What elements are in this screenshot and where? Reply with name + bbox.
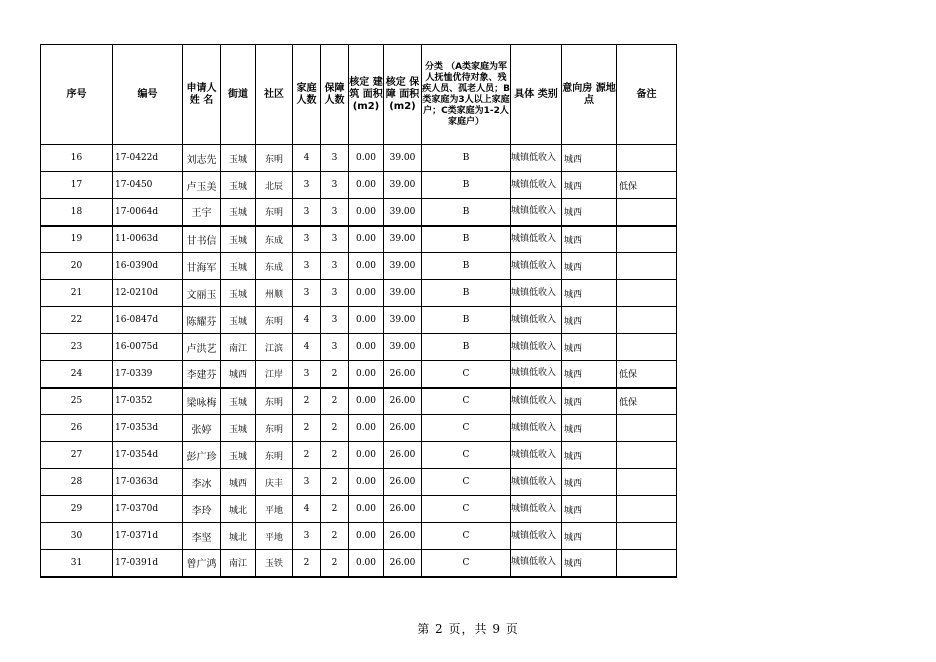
cell-remark: 低保 xyxy=(617,388,677,415)
cell-name: 甘海军 xyxy=(183,253,221,280)
header-community: 社区 xyxy=(256,45,293,145)
cell-community: 东明 xyxy=(256,199,293,226)
cell-guarantee-area: 26.00 xyxy=(384,496,422,523)
cell-community: 东明 xyxy=(256,307,293,334)
cell-street: 玉城 xyxy=(221,199,256,226)
cell-guarantee-area: 39.00 xyxy=(384,307,422,334)
cell-family-count: 4 xyxy=(293,307,321,334)
cell-name: 曾广鸿 xyxy=(183,550,221,577)
cell-seq: 23 xyxy=(41,334,113,361)
cell-family-count: 3 xyxy=(293,253,321,280)
cell-guarantee-count: 2 xyxy=(321,469,349,496)
cell-location: 城西 xyxy=(562,442,617,469)
cell-seq: 24 xyxy=(41,361,113,388)
cell-guarantee-area: 39.00 xyxy=(384,334,422,361)
cell-street: 玉城 xyxy=(221,145,256,172)
cell-building-area: 0.00 xyxy=(349,415,384,442)
cell-community: 东成 xyxy=(256,253,293,280)
cell-guarantee-count: 2 xyxy=(321,550,349,577)
table-row xyxy=(41,469,677,496)
cell-name: 梁咏梅 xyxy=(183,388,221,415)
cell-name: 甘书信 xyxy=(183,226,221,253)
header-applicant: 申请人 姓 名 xyxy=(183,45,221,145)
cell-type: 城镇低收入 xyxy=(511,253,562,280)
cell-family-count: 3 xyxy=(293,199,321,226)
header-street: 街道 xyxy=(221,45,256,145)
cell-guarantee-count: 3 xyxy=(321,199,349,226)
cell-family-count: 4 xyxy=(293,145,321,172)
cell-seq: 17 xyxy=(41,172,113,199)
cell-remark xyxy=(617,226,677,253)
cell-location: 城西 xyxy=(562,415,617,442)
cell-guarantee-count: 2 xyxy=(321,496,349,523)
cell-category: B xyxy=(422,226,511,253)
cell-community: 平地 xyxy=(256,523,293,550)
header-family-count: 家庭 人数 xyxy=(293,45,321,145)
cell-street: 玉城 xyxy=(221,253,256,280)
cell-guarantee-area: 39.00 xyxy=(384,199,422,226)
header-category: 分类 （A类家庭为军人抚恤优待对象、残疾人员、孤老人员；B类家庭为3人以上家庭户；C类家庭为1-2人家庭户） xyxy=(422,45,511,145)
cell-location: 城西 xyxy=(562,226,617,253)
cell-code: 12-0210d xyxy=(113,280,183,307)
cell-code: 17-0352 xyxy=(113,388,183,415)
table-row xyxy=(41,253,677,280)
cell-community: 东明 xyxy=(256,145,293,172)
cell-seq: 26 xyxy=(41,415,113,442)
cell-category: C xyxy=(422,469,511,496)
cell-community: 东明 xyxy=(256,442,293,469)
cell-location: 城西 xyxy=(562,280,617,307)
cell-guarantee-count: 2 xyxy=(321,388,349,415)
cell-code: 17-0354d xyxy=(113,442,183,469)
cell-family-count: 2 xyxy=(293,415,321,442)
cell-community: 东明 xyxy=(256,388,293,415)
cell-community: 北辰 xyxy=(256,172,293,199)
cell-code: 17-0339 xyxy=(113,361,183,388)
cell-guarantee-count: 2 xyxy=(321,442,349,469)
header-seq: 序号 xyxy=(41,45,113,145)
cell-code: 17-0391d xyxy=(113,550,183,577)
cell-type: 城镇低收入 xyxy=(511,334,562,361)
table-row xyxy=(41,280,677,307)
cell-street: 南江 xyxy=(221,550,256,577)
cell-name: 李建芬 xyxy=(183,361,221,388)
cell-guarantee-count: 3 xyxy=(321,280,349,307)
table-row xyxy=(41,199,677,226)
cell-type: 城镇低收入 xyxy=(511,145,562,172)
cell-building-area: 0.00 xyxy=(349,388,384,415)
cell-street: 玉城 xyxy=(221,442,256,469)
cell-seq: 16 xyxy=(41,145,113,172)
header-type: 具体 类别 xyxy=(511,45,562,145)
cell-remark: 低保 xyxy=(617,361,677,388)
cell-location: 城西 xyxy=(562,307,617,334)
cell-street: 南江 xyxy=(221,334,256,361)
cell-type: 城镇低收入 xyxy=(511,172,562,199)
cell-guarantee-count: 3 xyxy=(321,226,349,253)
cell-guarantee-count: 3 xyxy=(321,253,349,280)
cell-name: 卢玉美 xyxy=(183,172,221,199)
table-row xyxy=(41,145,677,172)
cell-code: 16-0075d xyxy=(113,334,183,361)
cell-category: C xyxy=(422,442,511,469)
cell-guarantee-area: 26.00 xyxy=(384,415,422,442)
cell-street: 城北 xyxy=(221,523,256,550)
cell-building-area: 0.00 xyxy=(349,226,384,253)
cell-category: C xyxy=(422,361,511,388)
cell-community: 州顺 xyxy=(256,280,293,307)
cell-name: 李玲 xyxy=(183,496,221,523)
cell-seq: 25 xyxy=(41,388,113,415)
cell-name: 彭广珍 xyxy=(183,442,221,469)
cell-family-count: 3 xyxy=(293,523,321,550)
cell-family-count: 3 xyxy=(293,226,321,253)
cell-community: 江岸 xyxy=(256,361,293,388)
cell-building-area: 0.00 xyxy=(349,307,384,334)
cell-community: 江滨 xyxy=(256,334,293,361)
cell-guarantee-area: 26.00 xyxy=(384,442,422,469)
cell-type: 城镇低收入 xyxy=(511,523,562,550)
cell-street: 玉城 xyxy=(221,388,256,415)
cell-seq: 18 xyxy=(41,199,113,226)
cell-seq: 19 xyxy=(41,226,113,253)
cell-name: 张婷 xyxy=(183,415,221,442)
cell-guarantee-count: 2 xyxy=(321,361,349,388)
table-row xyxy=(41,226,677,253)
cell-type: 城镇低收入 xyxy=(511,496,562,523)
table-row xyxy=(41,334,677,361)
table-row xyxy=(41,172,677,199)
housing-applicant-table xyxy=(40,44,677,578)
cell-guarantee-count: 3 xyxy=(321,307,349,334)
cell-type: 城镇低收入 xyxy=(511,199,562,226)
cell-category: B xyxy=(422,280,511,307)
page-footer: 第 2 页，共 9 页 xyxy=(417,622,519,636)
cell-building-area: 0.00 xyxy=(349,442,384,469)
cell-street: 玉城 xyxy=(221,226,256,253)
cell-type: 城镇低收入 xyxy=(511,550,562,577)
header-building-area: 核定 建筑 面积 (m2) xyxy=(349,45,384,145)
cell-name: 文丽玉 xyxy=(183,280,221,307)
cell-remark xyxy=(617,145,677,172)
table-row xyxy=(41,523,677,550)
cell-family-count: 3 xyxy=(293,172,321,199)
cell-code: 17-0353d xyxy=(113,415,183,442)
table-row xyxy=(41,550,677,577)
cell-remark xyxy=(617,280,677,307)
cell-street: 城西 xyxy=(221,361,256,388)
cell-remark xyxy=(617,415,677,442)
cell-family-count: 2 xyxy=(293,442,321,469)
cell-seq: 29 xyxy=(41,496,113,523)
cell-code: 17-0371d xyxy=(113,523,183,550)
cell-category: B xyxy=(422,199,511,226)
cell-family-count: 2 xyxy=(293,550,321,577)
cell-guarantee-area: 26.00 xyxy=(384,523,422,550)
cell-seq: 20 xyxy=(41,253,113,280)
cell-street: 玉城 xyxy=(221,172,256,199)
cell-family-count: 4 xyxy=(293,496,321,523)
cell-code: 17-0370d xyxy=(113,496,183,523)
cell-community: 平地 xyxy=(256,496,293,523)
cell-street: 城北 xyxy=(221,496,256,523)
cell-remark xyxy=(617,496,677,523)
cell-community: 东明 xyxy=(256,415,293,442)
cell-seq: 30 xyxy=(41,523,113,550)
cell-category: B xyxy=(422,334,511,361)
cell-location: 城西 xyxy=(562,496,617,523)
cell-code: 17-0450 xyxy=(113,172,183,199)
cell-building-area: 0.00 xyxy=(349,253,384,280)
cell-guarantee-area: 26.00 xyxy=(384,469,422,496)
cell-community: 东成 xyxy=(256,226,293,253)
header-guarantee-count: 保障 人数 xyxy=(321,45,349,145)
cell-family-count: 4 xyxy=(293,334,321,361)
header-code: 编号 xyxy=(113,45,183,145)
cell-remark xyxy=(617,334,677,361)
header-location: 意向房 源地点 xyxy=(562,45,617,145)
cell-name: 刘志先 xyxy=(183,145,221,172)
table-row xyxy=(41,496,677,523)
cell-type: 城镇低收入 xyxy=(511,415,562,442)
cell-family-count: 3 xyxy=(293,361,321,388)
cell-location: 城西 xyxy=(562,334,617,361)
cell-remark xyxy=(617,550,677,577)
cell-location: 城西 xyxy=(562,469,617,496)
table-row xyxy=(41,442,677,469)
cell-building-area: 0.00 xyxy=(349,496,384,523)
cell-seq: 27 xyxy=(41,442,113,469)
cell-guarantee-area: 39.00 xyxy=(384,280,422,307)
cell-guarantee-area: 26.00 xyxy=(384,361,422,388)
cell-code: 17-0363d xyxy=(113,469,183,496)
cell-location: 城西 xyxy=(562,550,617,577)
cell-community: 玉铁 xyxy=(256,550,293,577)
cell-location: 城西 xyxy=(562,199,617,226)
cell-type: 城镇低收入 xyxy=(511,388,562,415)
cell-remark xyxy=(617,199,677,226)
cell-guarantee-area: 26.00 xyxy=(384,388,422,415)
cell-type: 城镇低收入 xyxy=(511,226,562,253)
cell-seq: 31 xyxy=(41,550,113,577)
cell-building-area: 0.00 xyxy=(349,334,384,361)
cell-building-area: 0.00 xyxy=(349,361,384,388)
cell-name: 卢洪艺 xyxy=(183,334,221,361)
cell-remark xyxy=(617,469,677,496)
cell-street: 城西 xyxy=(221,469,256,496)
cell-guarantee-count: 3 xyxy=(321,172,349,199)
table-row xyxy=(41,388,677,415)
cell-family-count: 3 xyxy=(293,280,321,307)
cell-type: 城镇低收入 xyxy=(511,469,562,496)
header-row xyxy=(41,45,677,145)
cell-category: C xyxy=(422,523,511,550)
cell-guarantee-area: 39.00 xyxy=(384,226,422,253)
cell-name: 李冰 xyxy=(183,469,221,496)
cell-location: 城西 xyxy=(562,253,617,280)
cell-family-count: 2 xyxy=(293,388,321,415)
cell-seq: 21 xyxy=(41,280,113,307)
cell-remark xyxy=(617,523,677,550)
cell-guarantee-count: 2 xyxy=(321,523,349,550)
cell-name: 李坚 xyxy=(183,523,221,550)
cell-name: 王宇 xyxy=(183,199,221,226)
cell-building-area: 0.00 xyxy=(349,523,384,550)
header-remark: 备注 xyxy=(617,45,677,145)
cell-remark xyxy=(617,307,677,334)
cell-building-area: 0.00 xyxy=(349,280,384,307)
cell-seq: 28 xyxy=(41,469,113,496)
cell-community: 庆丰 xyxy=(256,469,293,496)
cell-street: 玉城 xyxy=(221,307,256,334)
cell-building-area: 0.00 xyxy=(349,550,384,577)
cell-code: 16-0390d xyxy=(113,253,183,280)
cell-code: 11-0063d xyxy=(113,226,183,253)
cell-guarantee-count: 3 xyxy=(321,334,349,361)
cell-building-area: 0.00 xyxy=(349,145,384,172)
table-row xyxy=(41,307,677,334)
cell-code: 16-0847d xyxy=(113,307,183,334)
cell-location: 城西 xyxy=(562,523,617,550)
table-row xyxy=(41,361,677,388)
cell-location: 城西 xyxy=(562,361,617,388)
cell-guarantee-area: 39.00 xyxy=(384,253,422,280)
cell-category: B xyxy=(422,172,511,199)
cell-building-area: 0.00 xyxy=(349,172,384,199)
cell-type: 城镇低收入 xyxy=(511,307,562,334)
cell-family-count: 3 xyxy=(293,469,321,496)
cell-category: C xyxy=(422,388,511,415)
header-guarantee-area: 核定 保障 面积 (m2) xyxy=(384,45,422,145)
cell-building-area: 0.00 xyxy=(349,469,384,496)
cell-category: B xyxy=(422,253,511,280)
table-row xyxy=(41,415,677,442)
cell-category: B xyxy=(422,307,511,334)
cell-type: 城镇低收入 xyxy=(511,361,562,388)
cell-code: 17-0422d xyxy=(113,145,183,172)
cell-street: 玉城 xyxy=(221,415,256,442)
cell-seq: 22 xyxy=(41,307,113,334)
cell-guarantee-count: 2 xyxy=(321,415,349,442)
cell-remark xyxy=(617,442,677,469)
cell-guarantee-count: 3 xyxy=(321,145,349,172)
cell-remark: 低保 xyxy=(617,172,677,199)
cell-location: 城西 xyxy=(562,145,617,172)
cell-location: 城西 xyxy=(562,172,617,199)
cell-category: C xyxy=(422,496,511,523)
cell-guarantee-area: 39.00 xyxy=(384,145,422,172)
cell-type: 城镇低收入 xyxy=(511,280,562,307)
cell-street: 玉城 xyxy=(221,280,256,307)
cell-guarantee-area: 39.00 xyxy=(384,172,422,199)
cell-guarantee-area: 26.00 xyxy=(384,550,422,577)
cell-code: 17-0064d xyxy=(113,199,183,226)
cell-category: C xyxy=(422,415,511,442)
cell-category: B xyxy=(422,145,511,172)
cell-category: C xyxy=(422,550,511,577)
cell-type: 城镇低收入 xyxy=(511,442,562,469)
cell-building-area: 0.00 xyxy=(349,199,384,226)
cell-remark xyxy=(617,253,677,280)
cell-location: 城西 xyxy=(562,388,617,415)
cell-name: 陈耀芬 xyxy=(183,307,221,334)
